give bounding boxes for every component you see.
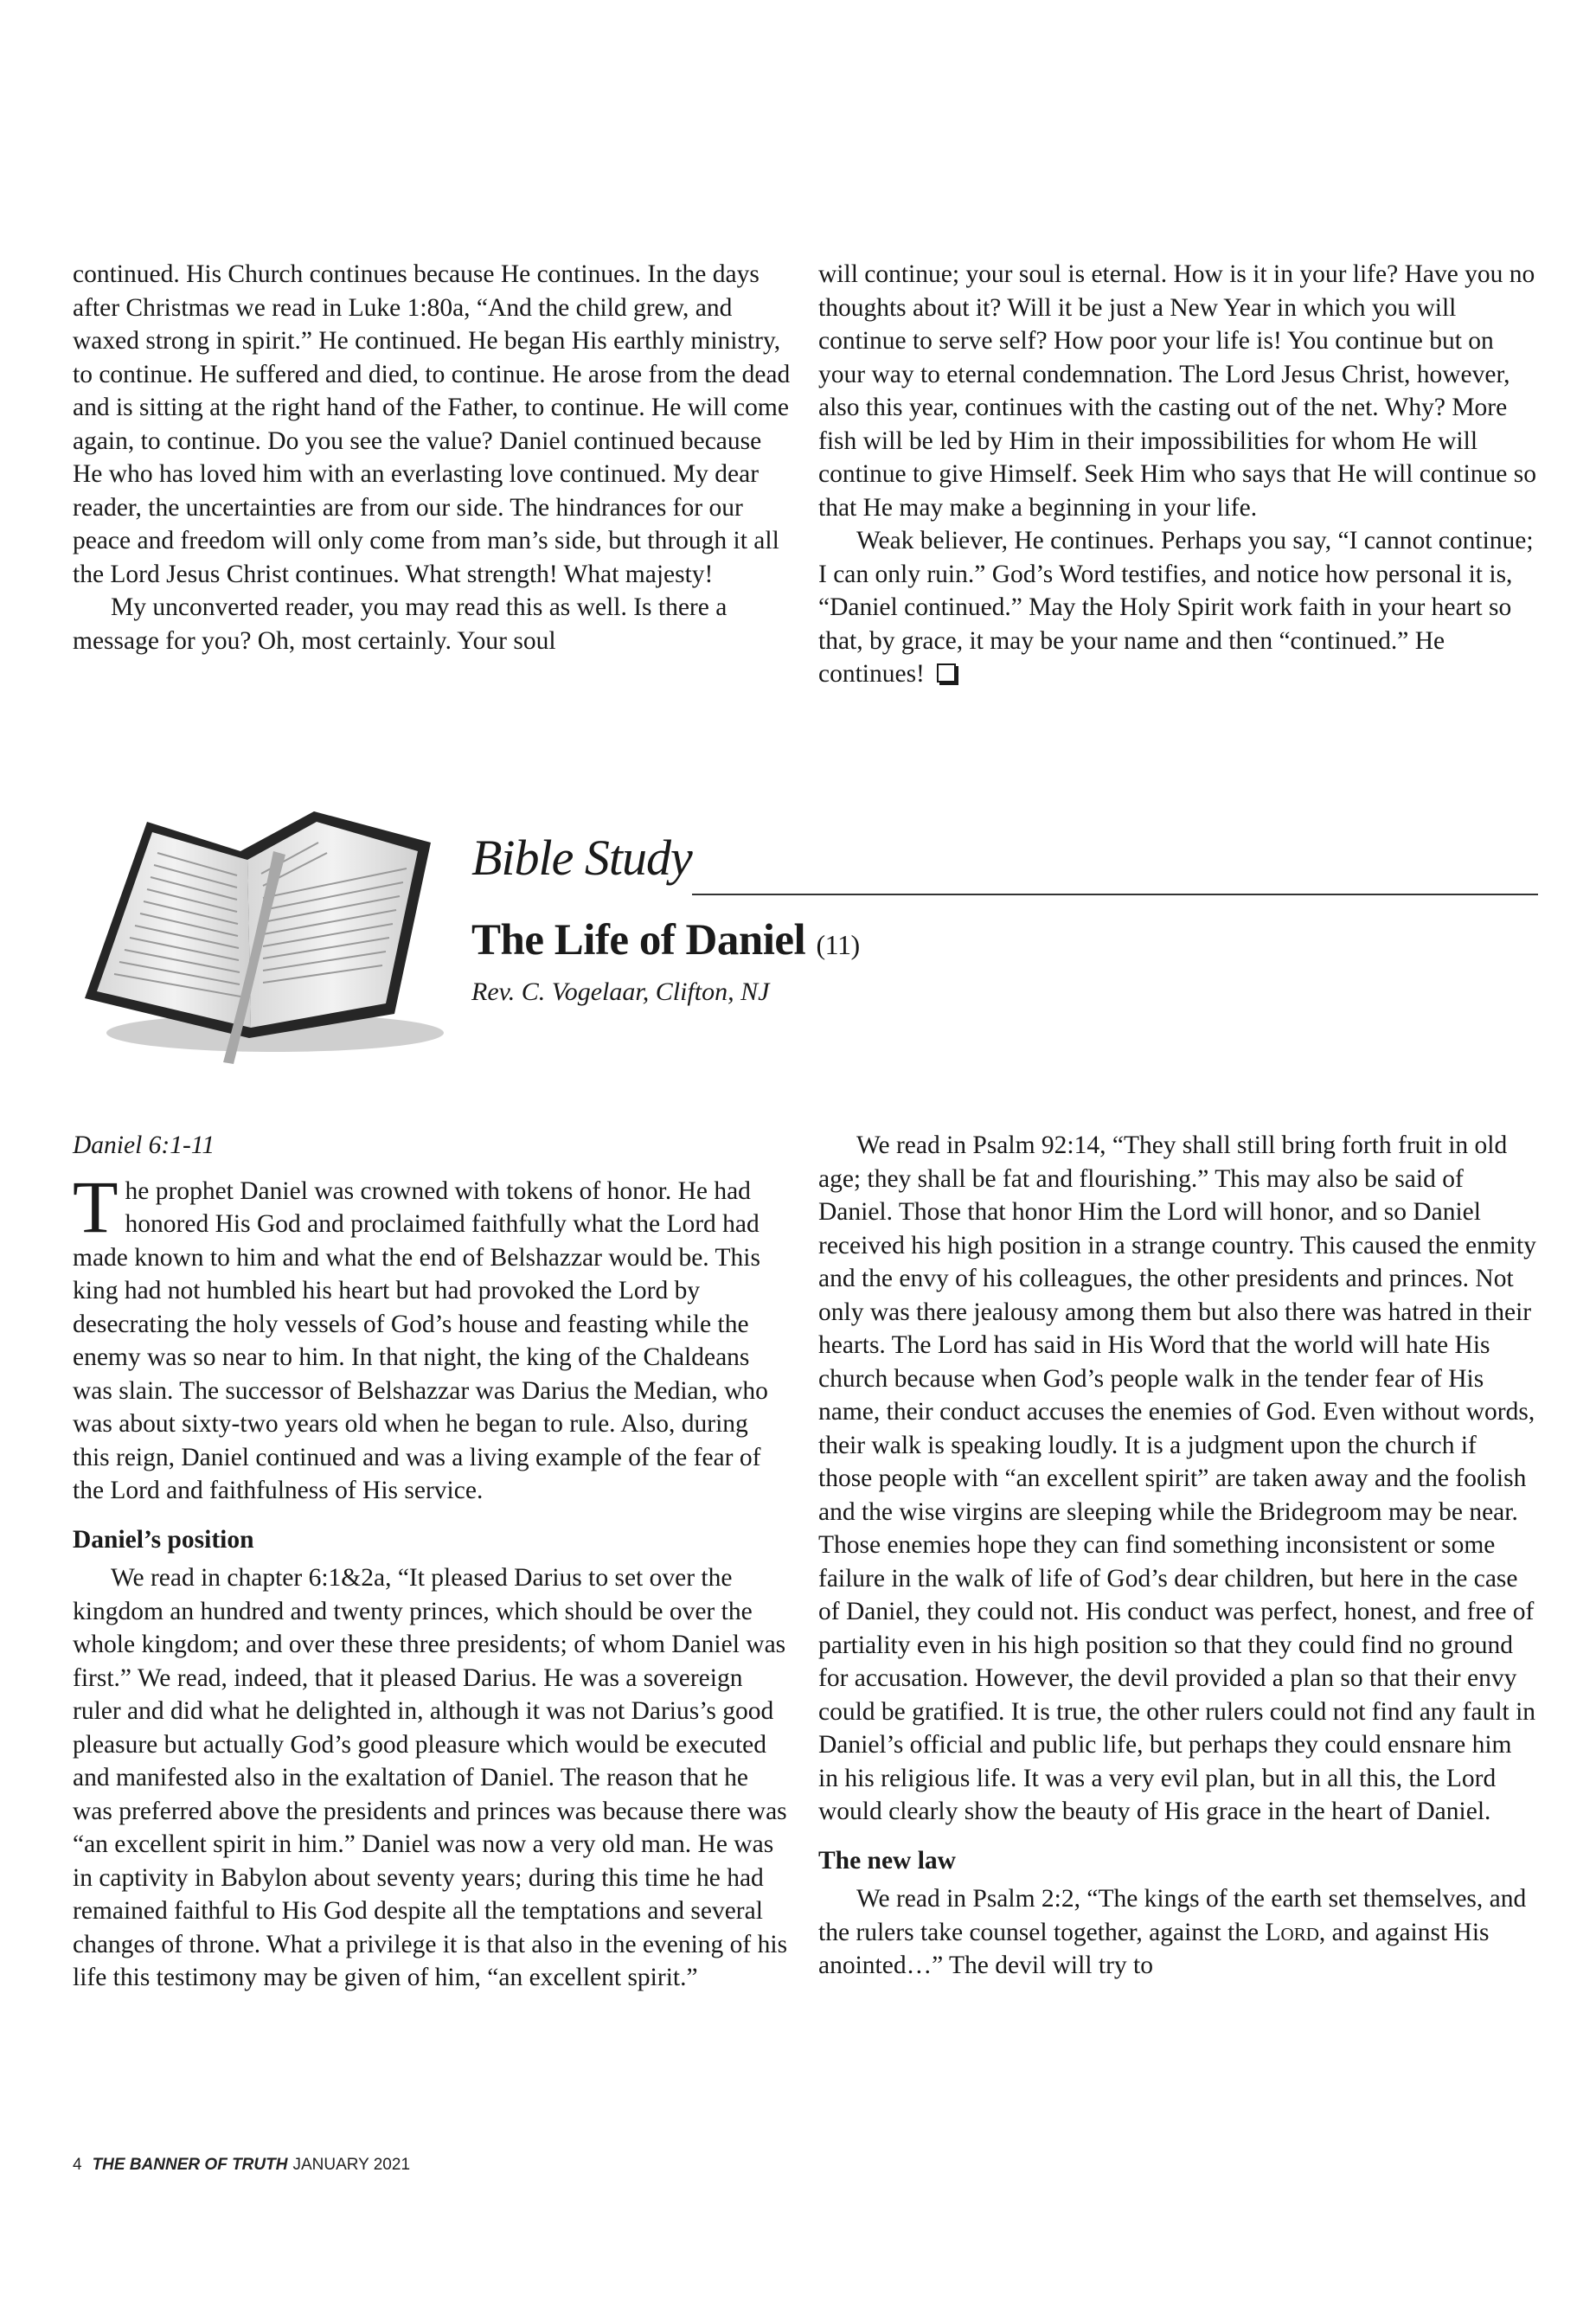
body-paragraph: We read in Psalm 92:14, “They shall still bring forth fruit in old age; they shall be fat and flourishing.” This may also be said of Daniel. Those that honor Him the Lord will honor, and so Daniel received his high position in a strange country. This caused the enmity and the envy of his colleagues, the other presidents and princes. Not only was there jealousy among them but also there was hatred in their hearts. The Lord has said in His Word that the world will hate His church because when God’s people walk in the tender fear of His name, their conduct accuses the enemies of God. Even without words, their walk is speaking loudly. It is a judgment upon the church if those people with “an excellent spirit” are taken away and the foolish and the wise virgins are sleeping while the Bridegroom may be near. Those enemies hope they can find something inconsistent or some failure in the walk of life of God’s dear children, but here in the case of Daniel, they could not. His conduct was perfect, honest, and free of partiality even in his high position so that they could find no ground for accusation. However, the devil provided a plan so that their envy could be gratified. It is true, the other rulers could not find any fault in Daniel’s official and public life, but perhaps they could ensnare him in his religious life. It was a very evil plan, but in all this, the Lord would clearly show the beauty of His grace in the heart of Daniel.	[818, 1131, 1536, 1825]
continuation-right-column	[818, 258, 1536, 691]
article-title-text: The Life of Daniel	[471, 916, 806, 965]
continuation-left-column	[73, 258, 791, 657]
article-title	[471, 915, 860, 965]
intro-paragraph	[73, 1164, 791, 1508]
article-author: Rev. C. Vogelaar, Clifton, NJ	[471, 977, 770, 1006]
paragraph-text: We read in Psalm 2:2, “The kings of the earth set themselves, and the rulers take counsel together, against the	[818, 1885, 1527, 1946]
article-right-column	[818, 1129, 1536, 1983]
open-bible-image	[67, 806, 448, 1066]
page-number: 4	[73, 2156, 82, 2174]
end-of-article-icon	[937, 663, 956, 683]
article-number: (11)	[816, 929, 860, 960]
body-paragraph: We read in chapter 6:1&2a, “It pleased Darius to set over the kingdom an hundred and twenty princes, which should be over the whole kingdom; and over these three presidents; of whom Daniel was first.” We read, indeed, that it pleased Darius. He was a sovereign ruler and did what he delighted in, although it was not Darius’s good pleasure but actually God’s good pleasure which would be executed and manifested also in the exaltation of Daniel. The reason that he was preferred above the presidents and princes was because there was “an excellent spirit in him.” Daniel was now a very old man. He was in captivity in Babylon about seventy years; during this time he had remained faithful to His God despite all the temptations and several changes of throne. What a privilege it is that also in the evening of his life this testimony may be given of him, “an excellent spirit.”	[73, 1564, 788, 1991]
intro-text: he prophet Daniel was crowned with tokens of honor. He had honored His God and proclaimed faithfully what the Lord had made known to him and what the end of Belshazzar would be. This king had not humbled his heart but had provoked the Lord by desecrating the holy vessels of God’s house and feasting while the enemy was so near to him. In that night, the king of the Chaldeans was slain. The successor of Belshazzar was Darius the Median, who was about sixty-two years old when he began to rule. Also, during this reign, Daniel continued and was a living example of the fear of the Lord and faithfulness of His service.	[73, 1176, 768, 1504]
article-left-column	[73, 1129, 791, 1995]
scripture-reference: Daniel 6:1-11	[73, 1131, 215, 1159]
continuation-paragraph: continued. His Church continues because He continues. In the days after Christmas we read in Luke 1:80a, “And the child grew, and waxed strong in spirit.” He continued. He began His earthly ministry, to continue. He suffered and died, to continue. He arose from the dead and is sitting at the right hand of the Father, to continue. He will come again, to continue. Do you see the value? Daniel continued because He who has loved him with an everlasting love continued. My dear reader, the uncertainties are from our side. The hindrances for our peace and freedom will only come from man’s side, but through it all the Lord Jesus Christ continues. What strength! What majesty!	[73, 260, 791, 588]
closing-paragraph-text: Weak believer, He continues. Perhaps you say, “I cannot continue; I can only ruin.” God’s Word testifies, and notice how personal it is, “Daniel continued.” May the Holy Spirit work faith in your heart so that, by grace, it may be your name and then “continued.” He continues!	[818, 527, 1534, 688]
issue-date: JANUARY 2021	[292, 2156, 411, 2174]
drop-cap: T	[73, 1164, 119, 1248]
subheading-new-law: The new law	[818, 1846, 956, 1875]
continuation-paragraph: will continue; your soul is eternal. How is it in your life? Have you no thoughts about it? Will it be just a New Year in which you will continue to serve self? How poor your life is! You continue but on your way to eternal condemnation. The Lord Jesus Christ, however, also this year, continues with the casting out of the net. Why? More fish will be led by Him in their impossibilities for whom He will continue to give Himself. Seek Him who says that He will continue so that He may make a beginning in your life.	[818, 260, 1536, 522]
lord-small-caps: Lord	[1265, 1918, 1319, 1946]
continuation-paragraph	[818, 524, 1536, 691]
section-title-rule	[692, 894, 1538, 895]
continuation-paragraph: My unconverted reader, you may read this as well. Is there a message for you? Oh, most certainly. Your soul	[73, 593, 727, 655]
subheading-daniels-position: Daniel’s position	[73, 1525, 254, 1554]
paragraph-text: , and against His anointed…” The devil will try to	[818, 1918, 1490, 1979]
publication-name: THE BANNER OF TRUTH	[92, 2156, 288, 2174]
page-footer	[73, 2156, 410, 2175]
body-paragraph	[818, 1882, 1536, 1983]
section-title: Bible Study	[471, 830, 692, 886]
